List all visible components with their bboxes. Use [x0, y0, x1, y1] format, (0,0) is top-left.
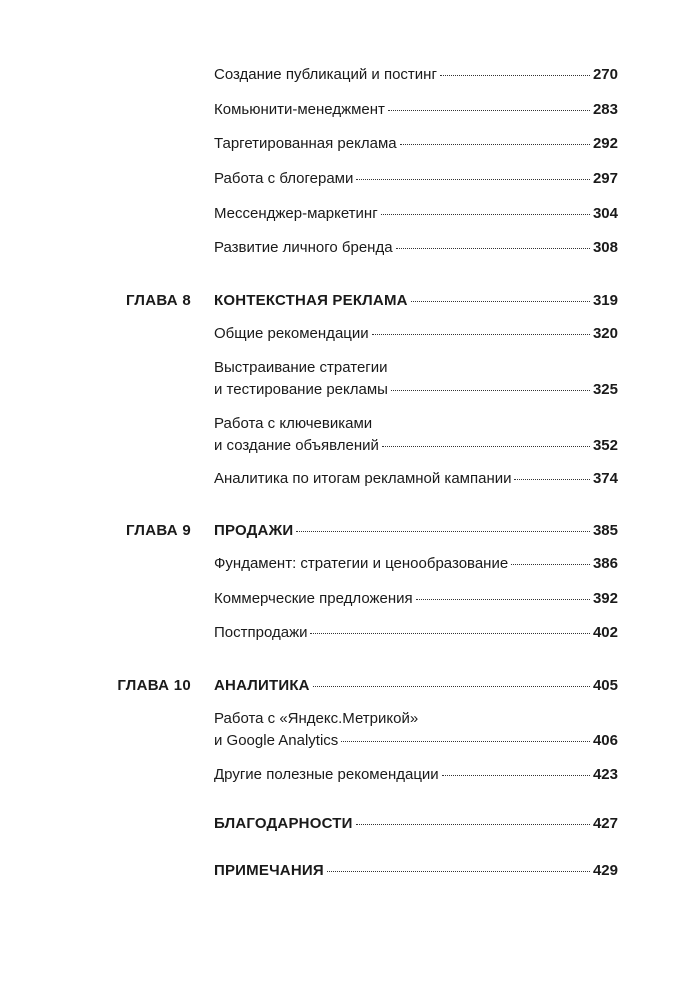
toc-entry-page: 427 [592, 815, 618, 832]
toc-entry-title: Мессенджер-маркетинг [214, 205, 378, 222]
toc-entry [214, 553, 618, 575]
dot-leader [388, 110, 590, 111]
toc-entry-title: Фундамент: стратегии и ценообразование [214, 555, 509, 572]
toc-entry-title: Работа с блогерами [214, 170, 354, 187]
toc-entry-title: Другие полезные рекомендации [214, 766, 439, 783]
dot-leader [514, 479, 589, 480]
toc-entry [214, 168, 618, 190]
toc-entry [214, 413, 618, 457]
dot-leader [382, 446, 590, 447]
toc-entry-title: Общие рекомендации [214, 325, 369, 342]
toc-entry [214, 468, 618, 490]
toc-entry-title: ПРИМЕЧАНИЯ [214, 862, 324, 879]
toc-entry-title: Создание публикаций и постинг [214, 66, 437, 83]
dot-leader [396, 248, 590, 249]
toc-entry [214, 764, 618, 786]
toc-entry-title-line1: Работа с «Яндекс.Метрикой» [214, 710, 419, 727]
toc-entry-page: 405 [592, 677, 618, 694]
dot-leader [313, 686, 590, 687]
toc-entry-title: ПРОДАЖИ [214, 522, 294, 539]
toc-entry-page: 406 [592, 732, 618, 749]
toc-entry [214, 323, 618, 345]
toc-entry-title-line1: Выстраивание стратегии [214, 359, 388, 376]
toc-entry-title: Постпродажи [214, 624, 308, 641]
toc-entry-title-line1: Работа с ключевиками [214, 415, 373, 432]
toc-entry-page: 423 [592, 766, 618, 783]
toc-entry-page: 283 [592, 101, 618, 118]
toc-entry-title: и Google Analytics [214, 732, 339, 749]
toc-entry [214, 588, 618, 610]
toc-entry-title: и создание объявлений [214, 437, 379, 454]
toc-entry-page: 320 [592, 325, 618, 342]
dot-leader [442, 775, 590, 776]
toc-entry-page: 385 [592, 522, 618, 539]
toc-entry-title: Аналитика по итогам рекламной кампании [214, 470, 512, 487]
toc-entry [214, 133, 618, 155]
dot-leader [356, 179, 590, 180]
toc-entry-title: АНАЛИТИКА [214, 677, 310, 694]
toc-entry-title: БЛАГОДАРНОСТИ [214, 815, 353, 832]
toc-entry-title: Комьюнити-менеджмент [214, 101, 385, 118]
toc-chapter-entry [214, 860, 618, 882]
dot-leader [416, 599, 590, 600]
toc-entry-page: 319 [592, 292, 618, 309]
toc-entry-title: и тестирование рекламы [214, 381, 388, 398]
toc-entry [214, 708, 618, 752]
dot-leader [341, 741, 590, 742]
toc-entry-page: 325 [592, 381, 618, 398]
dot-leader [372, 334, 590, 335]
dot-leader [400, 144, 590, 145]
toc-entry-page: 429 [592, 862, 618, 879]
dot-leader [511, 564, 590, 565]
dot-leader [356, 824, 590, 825]
toc-entry-page: 297 [592, 170, 618, 187]
toc-entry-page: 292 [592, 135, 618, 152]
toc-entry-page: 386 [592, 555, 618, 572]
dot-leader [296, 531, 590, 532]
toc-chapter-entry [214, 675, 618, 697]
dot-leader [411, 301, 590, 302]
toc-entry-title: Развитие личного бренда [214, 239, 393, 256]
dot-leader [381, 214, 590, 215]
toc-entry-title: КОНТЕКСТНАЯ РЕКЛАМА [214, 292, 408, 309]
toc-entry-page: 352 [592, 437, 618, 454]
toc-entry-page: 270 [592, 66, 618, 83]
toc-entry [214, 622, 618, 644]
toc-entry-page: 304 [592, 205, 618, 222]
chapter-label: ГЛАВА 8 [125, 292, 191, 309]
toc-entry [214, 357, 618, 401]
toc-entry-title: Таргетированная реклама [214, 135, 397, 152]
toc-entry-page: 308 [592, 239, 618, 256]
dot-leader [310, 633, 589, 634]
toc-entry-page: 392 [592, 590, 618, 607]
dot-leader [391, 390, 590, 391]
toc-chapter-entry [214, 290, 618, 312]
toc-entry [214, 237, 618, 259]
toc-entry-page: 374 [592, 470, 618, 487]
toc-entry-page: 402 [592, 624, 618, 641]
dot-leader [327, 871, 590, 872]
toc-entry [214, 99, 618, 121]
toc-entry [214, 203, 618, 225]
toc-chapter-entry [214, 520, 618, 542]
dot-leader [440, 75, 590, 76]
toc-entry [214, 64, 618, 86]
toc-chapter-entry [214, 813, 618, 835]
toc-entry-title: Коммерческие предложения [214, 590, 413, 607]
chapter-label: ГЛАВА 9 [125, 522, 191, 539]
chapter-label: ГЛАВА 10 [117, 677, 191, 694]
